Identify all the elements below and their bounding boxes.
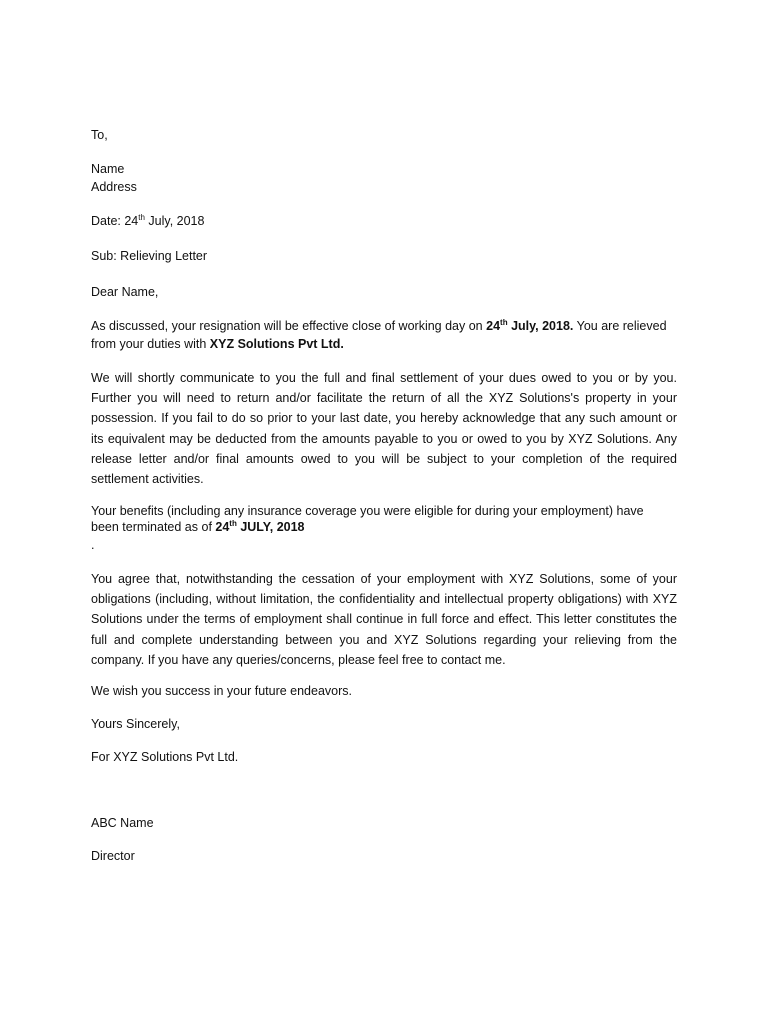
recipient-name: Name [91, 162, 125, 176]
para1-company: XYZ Solutions Pvt Ltd. [209, 337, 344, 351]
benefits-date-suffix: th [229, 518, 237, 528]
date-suffix: th [138, 212, 145, 222]
date-label: Date: 24 [91, 214, 139, 228]
para1-date-suffix: th [500, 317, 508, 327]
benefits-dot: . [91, 538, 95, 552]
closing-sincerely: Yours Sincerely, [91, 717, 180, 731]
letter-date [91, 213, 679, 230]
date-rest: July, 2018 [144, 214, 205, 228]
to-label: To, [91, 128, 108, 142]
para1-text2: You are relieved from your duties with [91, 319, 667, 351]
benefits-date-day: 24 [215, 520, 230, 534]
para1-date-rest: July, 2018. [507, 319, 574, 333]
salutation: Dear Name, [91, 285, 159, 299]
paragraph-settlement: We will shortly communicate to you the full and final settlement of your dues owed to you or by you. Further you will need to return and/or facilitate the return of all the XYZ Solutions's property in your possession. If you fail to do so prior to your last date, you hereby acknowledge that any such amount or its equivalent may be deducted from the amounts payable to you or owed to you by XYZ Solutions. Any release letter and/or final amounts owed to you will be subject to your completion of the required settlement activities. [91, 371, 677, 487]
benefits-text: been terminated as of [91, 520, 216, 534]
benefits-date-rest: JULY, 2018 [236, 520, 305, 534]
signatory-name: ABC Name [91, 816, 154, 830]
paragraph-obligations: You agree that, notwithstanding the cessation of your employment with XYZ Solutions, some of your obligations (including, without limitation, the confidentiality and intellectual property obligations) with XYZ Solutions under the terms of employment shall continue in full force and effect. This letter constitutes the full and complete understanding between you and XYZ Solutions regarding your relieving from the company. If you have any queries/concerns, please feel free to contact me. [91, 572, 677, 667]
paragraph-benefits-line1: Your benefits (including any insurance coverage you were eligible for during your employment) have [91, 504, 644, 518]
closing-company: For XYZ Solutions Pvt Ltd. [91, 750, 239, 764]
paragraph-resignation [91, 317, 677, 353]
benefits-date [215, 520, 304, 534]
signatory-title: Director [91, 849, 135, 863]
para1-text1: As discussed, your resignation will be effective close of working day on [91, 319, 487, 333]
recipient-address: Address [91, 180, 137, 194]
closing-wish: We wish you success in your future endeavors. [91, 684, 353, 698]
para1-date [486, 319, 573, 333]
paragraph-benefits-line2 [91, 519, 679, 536]
para1-date-day: 24 [486, 319, 501, 333]
letter-subject: Sub: Relieving Letter [91, 249, 208, 263]
